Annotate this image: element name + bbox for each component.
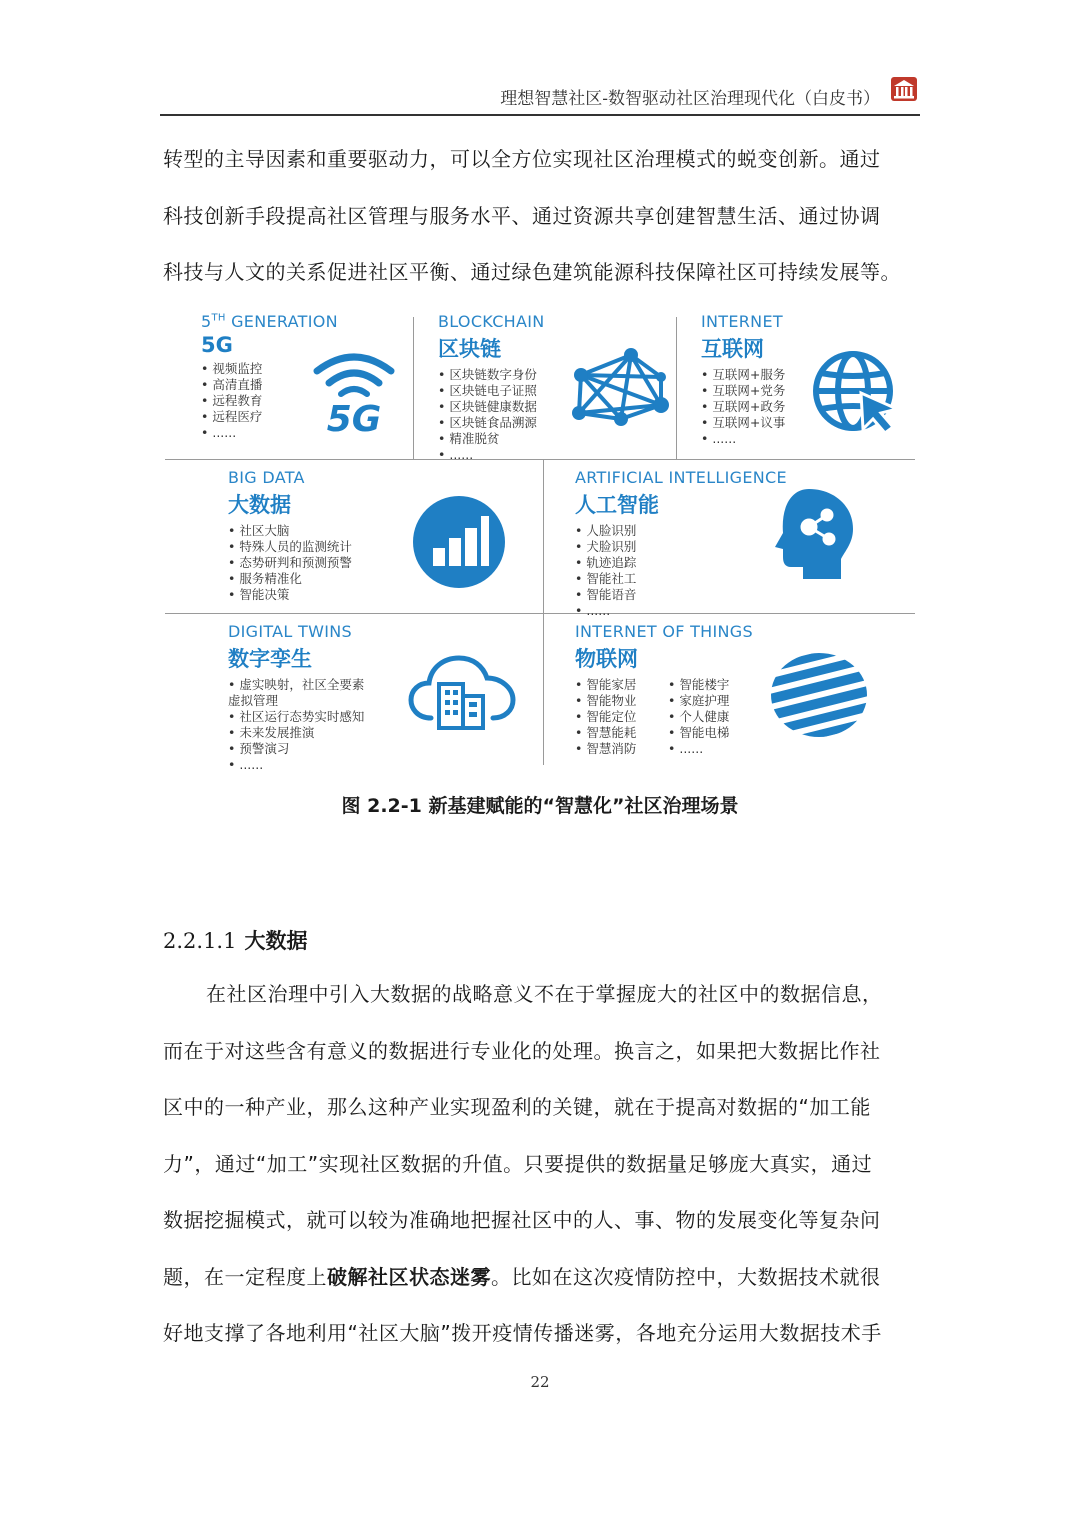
list-item: • 智慧消防 [575,741,668,757]
body-line-3: 区中的一种产业，那么这种产业实现盈利的关键，就在于提高对数据的“加工能 [163,1095,871,1119]
list-item: • 区块链食品溯源 [438,415,545,431]
striped-sphere-icon [769,651,869,739]
figure-caption: 图 2.2-1 新基建赋能的“智慧化”社区治理场景 [341,795,739,817]
section-title: 大数据 [244,929,308,953]
list-item: • ...... [701,431,785,447]
panel-ai-en: ARTIFICIAL INTELLIGENCE [575,468,787,487]
list-item: • 社区大脑 [228,523,352,539]
body-line-2: 而在于对这些含有意义的数据进行专业化的处理。换言之，如果把大数据比作社 [163,1039,881,1063]
list-item: • ...... [438,447,545,463]
panel-ai-list [575,523,787,619]
list-item: • 智能定位 [575,709,668,725]
intro-line-2: 科技创新手段提高社区管理与服务水平、通过资源共享创建智慧生活、通过协调 [163,204,881,228]
panel-bigdata-en: BIG DATA [228,468,305,487]
panel-bigdata [228,468,352,603]
list-item: • 互联网+政务 [701,399,785,415]
list-item: • 特殊人员的监测统计 [228,539,352,555]
panel-iot-list-1 [575,677,668,757]
list-item: • 区块链电子证照 [438,383,545,399]
panel-internet-cn: 互联网 [701,337,764,361]
section-heading [163,925,307,955]
bar-chart-icon [411,494,507,590]
icon-5g-label: 5G [326,399,382,435]
list-item: • 未来发展推演 [228,725,364,741]
panel-iot-columns [575,673,753,757]
intro-line-1: 转型的主导因素和重要驱动力，可以全方位实现社区治理模式的蜕变创新。通过 [163,147,881,171]
list-item: • 社区运行态势实时感知 [228,709,364,725]
list-item: • 个人健康 [668,709,729,725]
list-item: • 互联网+党务 [701,383,785,399]
list-item: • 精准脱贫 [438,431,545,447]
list-item: • 互联网+议事 [701,415,785,431]
network-nodes-icon [569,347,673,427]
cloud-building-icon [407,648,519,732]
list-item: • 远程医疗 [201,409,338,425]
page-header [160,72,920,116]
list-item: • 虚实映射，社区全要素 [228,677,364,693]
panel-5g-en: 5TH GENERATION [201,312,338,331]
body-line-7: 好地支撑了各地利用“社区大脑”拨开疫情传播迷雾，各地充分运用大数据技术手 [163,1321,882,1345]
panel-internet [701,312,785,447]
list-item: • 预警演习 [228,741,364,757]
divider-h2 [165,613,915,614]
body-text: 。比如在这次疫情防控中，大数据技术就很 [491,1265,881,1289]
list-item: • 态势研判和预测预警 [228,555,352,571]
list-item: • 智能语音 [575,587,787,603]
divider-v1 [413,317,414,459]
panel-5g-cn: 5G [201,333,233,357]
building-columns-icon [890,76,918,102]
list-item: • 智能物业 [575,693,668,709]
intro-line-3: 科技与人文的关系促进社区平衡、通过绿色建筑能源科技保障社区可持续发展等。 [163,260,901,284]
list-item: • 视频监控 [201,361,338,377]
list-item: • 区块链数字身份 [438,367,545,383]
list-item: • 智能决策 [228,587,352,603]
list-item: • 智能电梯 [668,725,729,741]
divider-v2 [676,317,677,459]
panel-internet-list [701,367,785,447]
panel-twins-cn: 数字孪生 [228,647,312,671]
list-item: • ...... [228,757,364,773]
list-item: • ...... [668,741,729,757]
document-title: 理想智慧社区-数智驱动社区治理现代化（白皮书） [500,89,880,109]
list-item-continuation: 虚拟管理 [228,693,279,708]
panel-blockchain [438,312,545,463]
panel-blockchain-cn: 区块链 [438,337,501,361]
list-item: • ...... [575,603,787,619]
body-line-5: 数据挖掘模式，就可以较为准确地把握社区中的人、事、物的发展变化等复杂问 [163,1208,881,1232]
panel-ai-cn: 人工智能 [575,493,659,517]
body-line-1: 在社区治理中引入大数据的战略意义不在于掌握庞大的社区中的数据信息， [206,982,883,1006]
body-line-6 [163,1263,923,1291]
list-item: • ...... [201,425,338,441]
list-item: • 智能楼宇 [668,677,729,693]
header-divider [160,114,920,116]
list-item: • 远程教育 [201,393,338,409]
globe-cursor-icon [809,349,905,435]
panel-ai [575,468,787,619]
panel-iot-list-2 [668,677,729,757]
body-emphasis: 破解社区状态迷雾 [327,1265,491,1289]
panel-internet-en: INTERNET [701,312,783,331]
body-text: 题，在一定程度上 [163,1265,327,1289]
panel-iot-cn: 物联网 [575,647,638,671]
list-item: • 高清直播 [201,377,338,393]
panel-bigdata-list [228,523,352,603]
list-item: • 轨迹追踪 [575,555,787,571]
body-line-4: 力”，通过“加工”实现社区数据的升值。只要提供的数据量足够庞大真实，通过 [163,1152,873,1176]
list-item: • 区块链健康数据 [438,399,545,415]
section-number: 2.2.1.1 [163,929,237,953]
list-item: • 智能家居 [575,677,668,693]
panel-twins-list [228,677,364,773]
list-item: • 犬脸识别 [575,539,787,555]
panel-iot [575,622,753,757]
page-number: 22 [530,1373,550,1391]
list-item: • 智慧能耗 [575,725,668,741]
list-item: • 智能社工 [575,571,787,587]
panel-blockchain-list [438,367,545,463]
panel-bigdata-cn: 大数据 [228,493,291,517]
list-item: • 服务精准化 [228,571,352,587]
wifi-5g-icon [313,349,395,435]
list-item: • 家庭护理 [668,693,729,709]
list-item: • 人脸识别 [575,523,787,539]
list-item: • 互联网+服务 [701,367,785,383]
panel-iot-en: INTERNET OF THINGS [575,622,753,641]
panel-blockchain-en: BLOCKCHAIN [438,312,545,331]
new-infrastructure-figure [165,305,917,775]
panel-twins-en: DIGITAL TWINS [228,622,352,641]
head-network-icon [769,485,859,581]
panel-digital-twins [228,622,364,773]
